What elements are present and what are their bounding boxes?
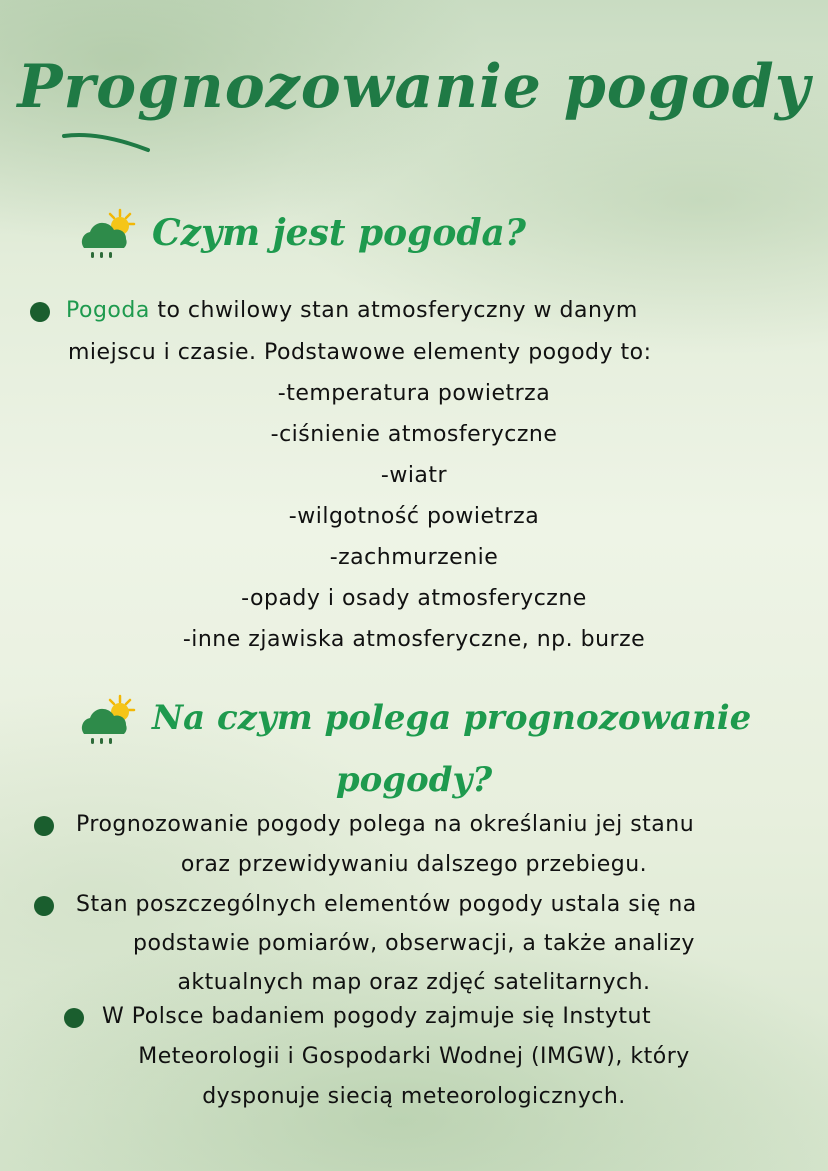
bullet3-line3: dysponuje siecią meteorologicznych. [202, 1084, 626, 1109]
section1-heading: Czym jest pogoda? [152, 212, 526, 254]
cloud-sun-rain-icon [76, 694, 138, 750]
bullet-dot [34, 816, 54, 836]
section2-heading-line1: Na czym polega prognozowanie [152, 698, 752, 738]
bullet-dot [34, 896, 54, 916]
bullet1-line2: oraz przewidywaniu dalszego przebiegu. [180, 852, 648, 877]
weather-element: -temperatura powietrza [277, 381, 551, 406]
weather-element: -inne zjawiska atmosferyczne, np. burze [182, 627, 646, 652]
bullet2-line1: Stan poszczególnych elementów pogody ustala się na [76, 892, 697, 917]
bullet3-line1: W Polsce badaniem pogody zajmuje się Instytut [102, 1004, 652, 1029]
page-title: Prognozowanie pogody [17, 52, 811, 122]
weather-element: -wilgotność powietrza [288, 504, 540, 529]
bullet3-line2: Meteorologii i Gospodarki Wodnej (IMGW), który [138, 1044, 690, 1069]
intro-line-1 [66, 298, 638, 323]
bullet-dot [30, 302, 50, 322]
intro-rest: to chwilowy stan atmosferyczny w danym [149, 298, 638, 323]
weather-element: -zachmurzenie [329, 545, 499, 570]
bullet2-line3: aktualnych map oraz zdjęć satelitarnych. [177, 970, 651, 995]
bullet1-line1: Prognozowanie pogody polega na określaniu jej stanu [76, 812, 695, 837]
title-underline-swash [62, 128, 152, 158]
section2-heading-line2: pogody? [335, 760, 493, 800]
weather-element: -wiatr [380, 463, 448, 488]
term-pogoda: Pogoda [66, 298, 150, 323]
intro-line-2: miejscu i czasie. Podstawowe elementy pogody to: [68, 340, 652, 365]
bullet2-line2: podstawie pomiarów, obserwacji, a także analizy [133, 931, 695, 956]
bullet-dot [64, 1008, 84, 1028]
weather-element: -opady i osady atmosferyczne [241, 586, 587, 611]
cloud-sun-rain-icon [76, 208, 138, 264]
weather-element: -ciśnienie atmosferyczne [270, 422, 558, 447]
